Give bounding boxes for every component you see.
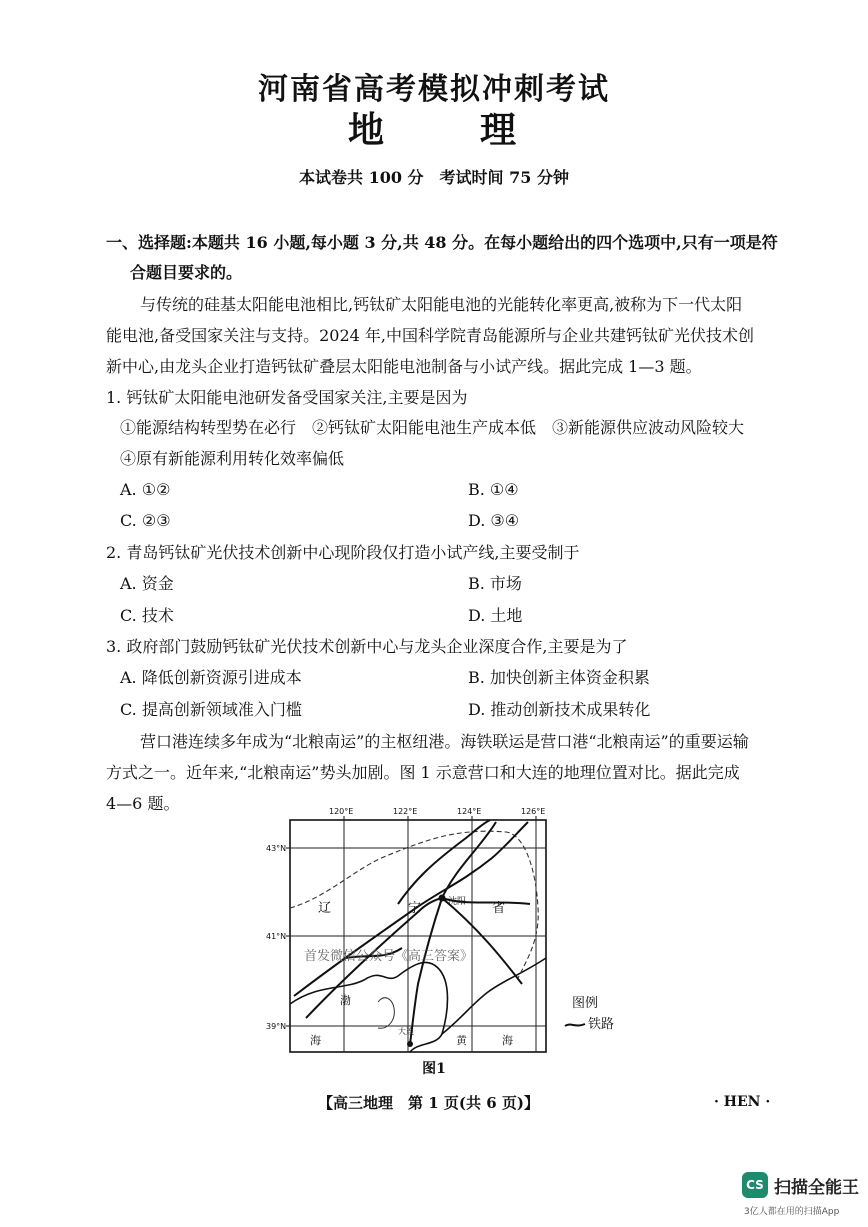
q3-stem: 3. 政府部门鼓励钙钛矿光伏技术创新中心与龙头企业深度合作,主要是为了 xyxy=(106,637,628,656)
section-heading-line2: 合题目要求的。 xyxy=(130,263,243,282)
city-label-shenyang: 沈阳 xyxy=(448,897,467,907)
legend-title: 图例 xyxy=(572,996,599,1011)
lon-labels xyxy=(329,808,545,816)
graticule xyxy=(290,820,546,1052)
q1-stem: 1. 钙钛矿太阳能电池研发备受国家关注,主要是因为 xyxy=(106,388,468,407)
sea-char-hai-2: 海 xyxy=(502,1034,513,1047)
q1-option-d: D. ③④ xyxy=(468,511,520,530)
lon-label-124: 124°E xyxy=(457,808,482,816)
province-char-liao: 辽 xyxy=(318,901,332,916)
railways xyxy=(294,820,530,1044)
passage1-line2: 能电池,备受国家关注与支持。2024 年,中国科学院青岛能源所与企业共建钙钛矿光伏技术创 xyxy=(106,326,754,345)
q1-option-c: C. ②③ xyxy=(120,511,171,530)
legend-railway-label: 铁路 xyxy=(588,1017,615,1032)
subject-char-1: 地 xyxy=(347,109,388,151)
q2-option-b: B. 市场 xyxy=(468,574,522,593)
dalian-marker xyxy=(407,1041,413,1047)
sea-char-bo: 渤 xyxy=(340,994,351,1007)
lat-label-43: 43°N xyxy=(266,844,287,853)
q2-option-d: D. 土地 xyxy=(468,606,523,625)
q2-option-a: A. 资金 xyxy=(120,574,174,593)
page-footer: 【高三地理 第 1 页(共 6 页)】 xyxy=(318,1094,539,1112)
subject-title xyxy=(0,102,868,153)
exam-title: 河南省高考模拟冲刺考试 xyxy=(258,72,610,107)
passage1-line3: 新中心,由龙头企业打造钙钛矿叠层太阳能电池制备与小试产线。据此完成 1—3 题。 xyxy=(106,357,702,376)
exam-info: 本试卷共 100 分 考试时间 75 分钟 xyxy=(299,168,569,187)
passage2-line1: 营口港连续多年成为“北粮南运”的主枢纽港。海铁联运是营口港“北粮南运”的重要运输 xyxy=(140,732,749,751)
watermark-text: 首发微信公众号《高三答案》 xyxy=(304,949,474,964)
camscanner-tagline: 3亿人都在用的扫描App xyxy=(744,1207,840,1217)
exam-code: · HEN · xyxy=(714,1094,771,1110)
lat-label-41: 41°N xyxy=(266,932,287,941)
q3-option-c: C. 提高创新领域准入门槛 xyxy=(120,700,302,719)
q1-statements-line2: ④原有新能源利用转化效率偏低 xyxy=(120,449,345,468)
railway-legend-icon xyxy=(564,1020,586,1030)
passage1-line1: 与传统的硅基太阳能电池相比,钙钛矿太阳能电池的光能转化率更高,被称为下一代太阳 xyxy=(140,295,743,314)
q3-option-b: B. 加快创新主体资金积累 xyxy=(468,668,650,687)
passage2-line3: 4—6 题。 xyxy=(106,794,180,813)
lon-label-122: 122°E xyxy=(393,808,418,816)
bay-outline xyxy=(378,998,394,1029)
subject-char-2: 理 xyxy=(480,109,521,151)
q1-statements-line1: ①能源结构转型势在必行 ②钙钛矿太阳能电池生产成本低 ③新能源供应波动风险较大 xyxy=(120,418,745,437)
province-char-sheng: 省 xyxy=(492,901,506,916)
lat-label-39: 39°N xyxy=(266,1022,287,1031)
lon-label-126: 126°E xyxy=(521,808,546,816)
q3-option-d: D. 推动创新技术成果转化 xyxy=(468,700,651,719)
q1-option-a: A. ①② xyxy=(120,480,171,499)
section-heading-line1: 一、选择题:本题共 16 小题,每小题 3 分,共 48 分。在每小题给出的四个选项中,只有一项是符 xyxy=(106,233,778,252)
figure-caption: 图1 xyxy=(422,1061,446,1077)
province-char-ning: 宁 xyxy=(408,901,422,916)
sea-char-huang: 黄 xyxy=(456,1034,467,1047)
q3-option-a: A. 降低创新资源引进成本 xyxy=(120,668,302,687)
coastline-east xyxy=(442,958,546,1034)
shenyang-marker xyxy=(439,895,446,902)
camscanner-name: 扫描全能王 xyxy=(774,1178,859,1198)
sea-char-hai-1: 海 xyxy=(310,1034,321,1047)
q2-option-c: C. 技术 xyxy=(120,606,174,625)
lon-label-120: 120°E xyxy=(329,808,354,816)
lat-labels xyxy=(266,844,286,1031)
q1-option-b: B. ①④ xyxy=(468,480,519,499)
city-label-dalian: 大连 xyxy=(398,1027,414,1036)
legend-railway xyxy=(564,1013,614,1032)
camscanner-logo-icon: CS xyxy=(742,1172,768,1198)
q2-stem: 2. 青岛钙钛矿光伏技术创新中心现阶段仅打造小试产线,主要受制于 xyxy=(106,543,580,562)
passage2-line2: 方式之一。近年来,“北粮南运”势头加剧。图 1 示意营口和大连的地理位置对比。据此完成 xyxy=(106,763,740,782)
